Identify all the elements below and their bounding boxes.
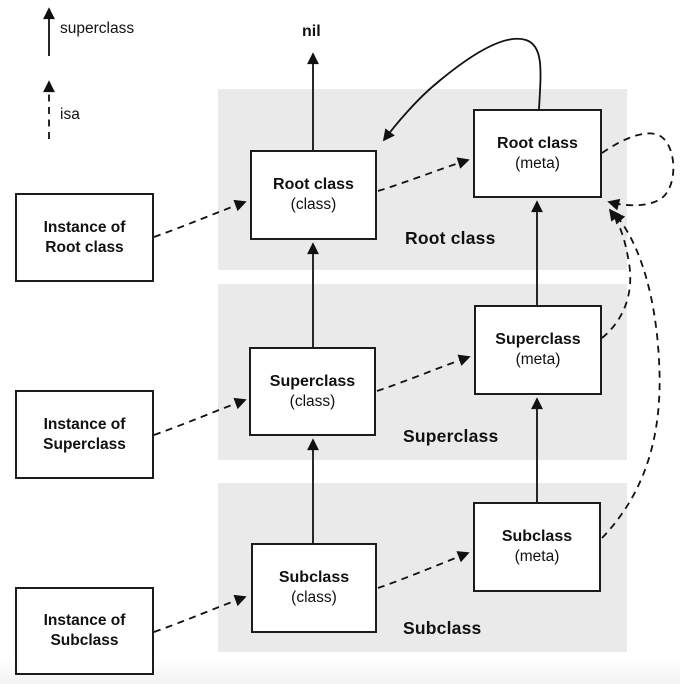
box-title: Root class bbox=[497, 134, 578, 152]
box-title: Superclass bbox=[495, 331, 581, 348]
box-kind: (class) bbox=[289, 392, 336, 410]
instance-line2: Superclass bbox=[43, 435, 126, 453]
box-kind: (meta) bbox=[514, 548, 560, 565]
instance-line2: Subclass bbox=[50, 632, 119, 649]
box-instance-of-root-class bbox=[15, 193, 154, 282]
box-root-class-meta bbox=[473, 109, 602, 198]
nil-label: nil bbox=[302, 23, 321, 40]
box-subclass-meta bbox=[473, 502, 601, 592]
box-kind: (class) bbox=[291, 589, 337, 606]
instance-line1: Instance of bbox=[43, 612, 126, 629]
band-label-subclass: Subclass bbox=[403, 618, 482, 638]
box-kind: (class) bbox=[290, 196, 337, 213]
box-title: Subclass bbox=[278, 569, 350, 586]
box-superclass-class bbox=[249, 347, 376, 436]
box-subclass-class bbox=[251, 543, 377, 633]
box-kind: (meta) bbox=[515, 351, 561, 368]
box-kind: (meta) bbox=[515, 154, 560, 172]
box-title: Root class bbox=[273, 176, 354, 193]
instance-line1: Instance of bbox=[43, 218, 126, 236]
legend-superclass-label: superclass bbox=[60, 20, 135, 37]
band-label-root-class: Root class bbox=[405, 228, 496, 248]
band-label-superclass: Superclass bbox=[403, 426, 499, 446]
box-superclass-meta bbox=[474, 305, 602, 395]
legend-isa-label: isa bbox=[60, 106, 80, 123]
box-root-class-class bbox=[250, 150, 377, 240]
box-title: Subclass bbox=[501, 528, 573, 545]
box-instance-of-subclass bbox=[15, 587, 154, 675]
instance-line2: Root class bbox=[45, 238, 124, 256]
box-title: Superclass bbox=[269, 372, 356, 390]
instance-line1: Instance of bbox=[43, 415, 126, 433]
box-instance-of-superclass bbox=[15, 390, 154, 479]
